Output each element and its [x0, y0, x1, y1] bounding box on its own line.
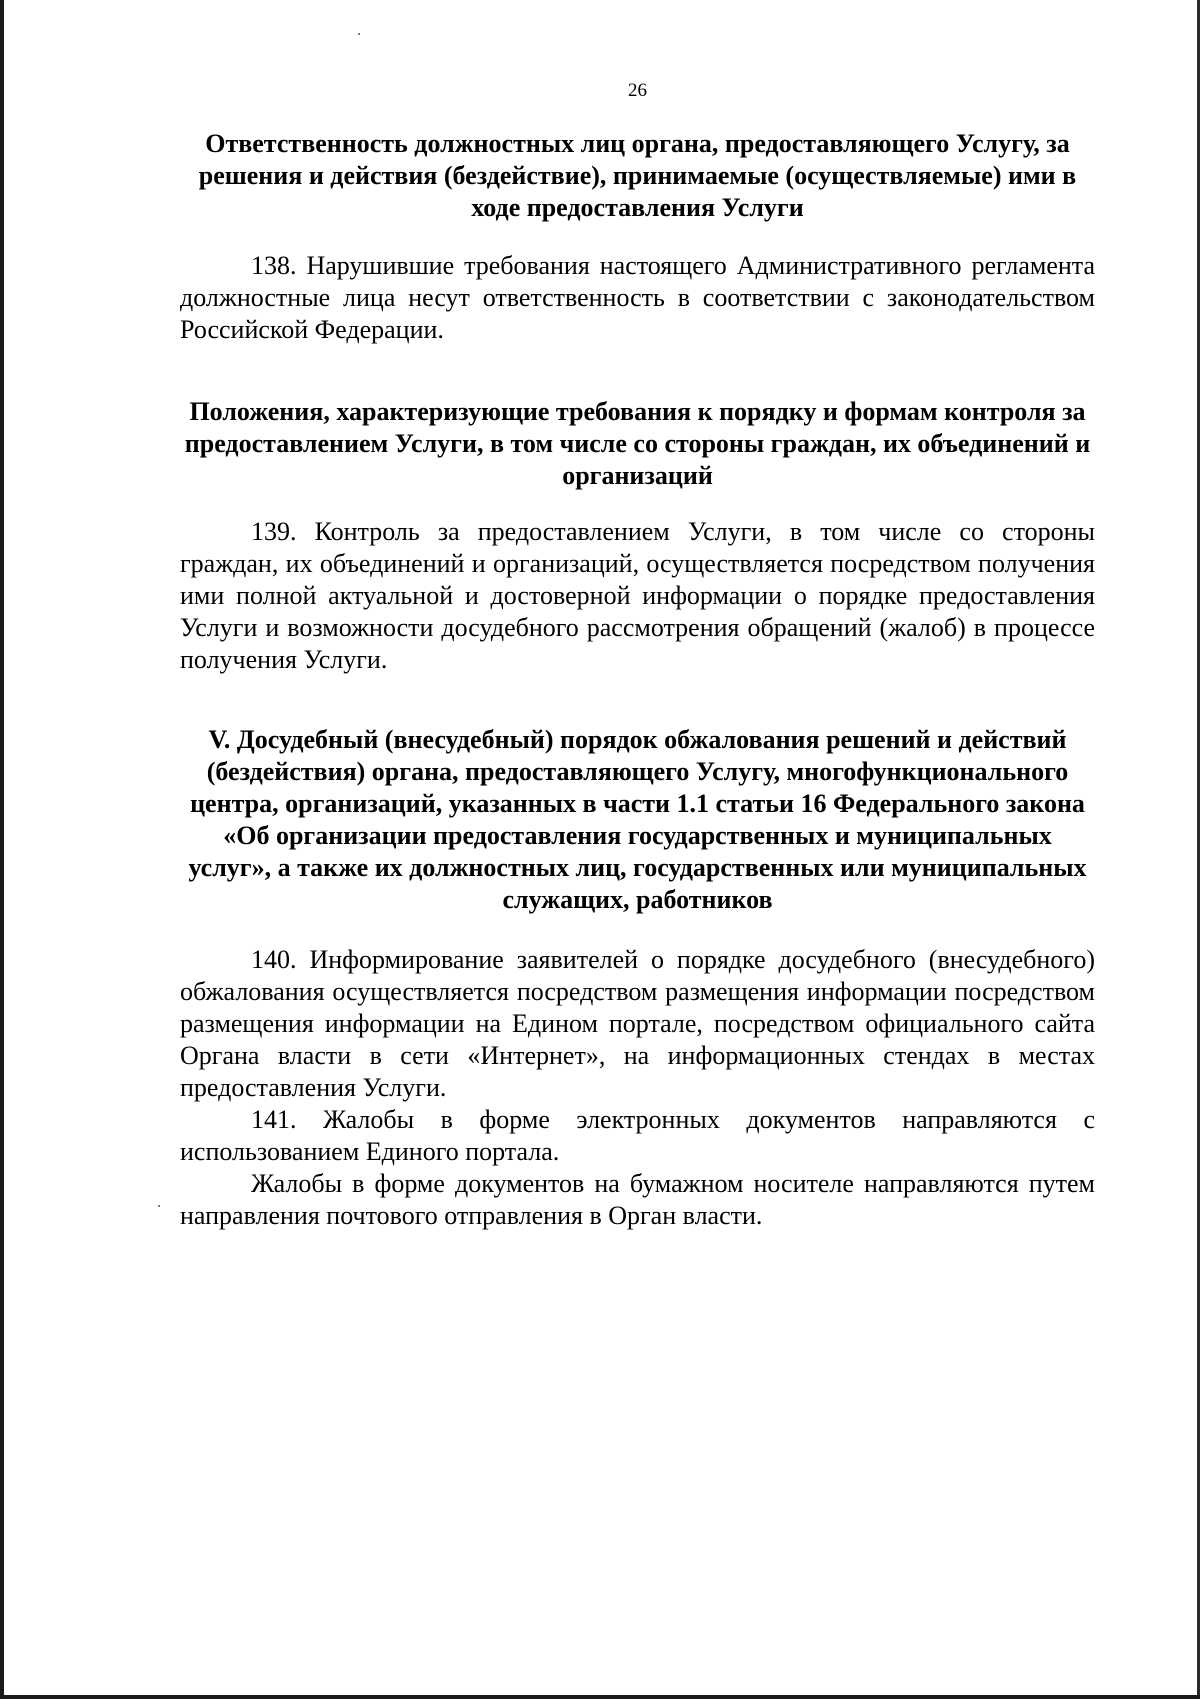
section-heading-appeal: V. Досудебный (внесудебный) порядок обжалования решений и действий (бездействия) органа, предоставляющего Услугу, многофункционального центра, организаций, указанных в части 1.1 статьи 16 Федерального закона «Об организации предоставления государственных и муниципальных услуг», а также их должностных лиц, государственных или муниципальных служащих, работников: [188, 725, 1087, 914]
paragraph-138: 138. Нарушившие требования настоящего Административного регламента должностные лица несут ответственность в соответствии с законодательством Российской Федерации.: [180, 251, 1095, 344]
section-heading-responsibility: Ответственность должностных лиц органа, предоставляющего Услугу, за решения и действия (бездействие), принимаемые (осуществляемые) ими в ходе предоставления Услуги: [198, 129, 1077, 222]
page-number: 26: [628, 80, 647, 101]
scan-edge-bottom: [0, 1695, 1200, 1699]
scan-dust-dot: [358, 33, 360, 35]
paragraph-141-continued: Жалобы в форме документов на бумажном носителе направляются путем направления почтового отправления в Орган власти.: [180, 1169, 1095, 1230]
paragraph-141: 141. Жалобы в форме электронных документов направляются с использованием Единого портала.: [180, 1105, 1095, 1166]
scan-dust-dot: [158, 1205, 160, 1207]
scan-edge-left: [0, 0, 4, 1699]
paragraph-140: 140. Информирование заявителей о порядке досудебного (внесудебного) обжалования осуществляется посредством размещения информации посредством размещения информации на Едином портале, посредством официального сайта Органа власти в сети «Интернет», на информационных стендах в местах предоставления Услуги.: [180, 945, 1095, 1102]
section-heading-control: Положения, характеризующие требования к порядку и формам контроля за предоставлением Услуги, в том числе со стороны граждан, их объединений и организаций: [184, 397, 1091, 490]
paragraph-139: 139. Контроль за предоставлением Услуги, в том числе со стороны граждан, их объединений и организаций, осуществляется посредством получения ими полной актуальной и достоверной информации о порядке предоставления Услуги и возможности досудебного рассмотрения обращений (жалоб) в процессе получения Услуги.: [180, 517, 1095, 674]
